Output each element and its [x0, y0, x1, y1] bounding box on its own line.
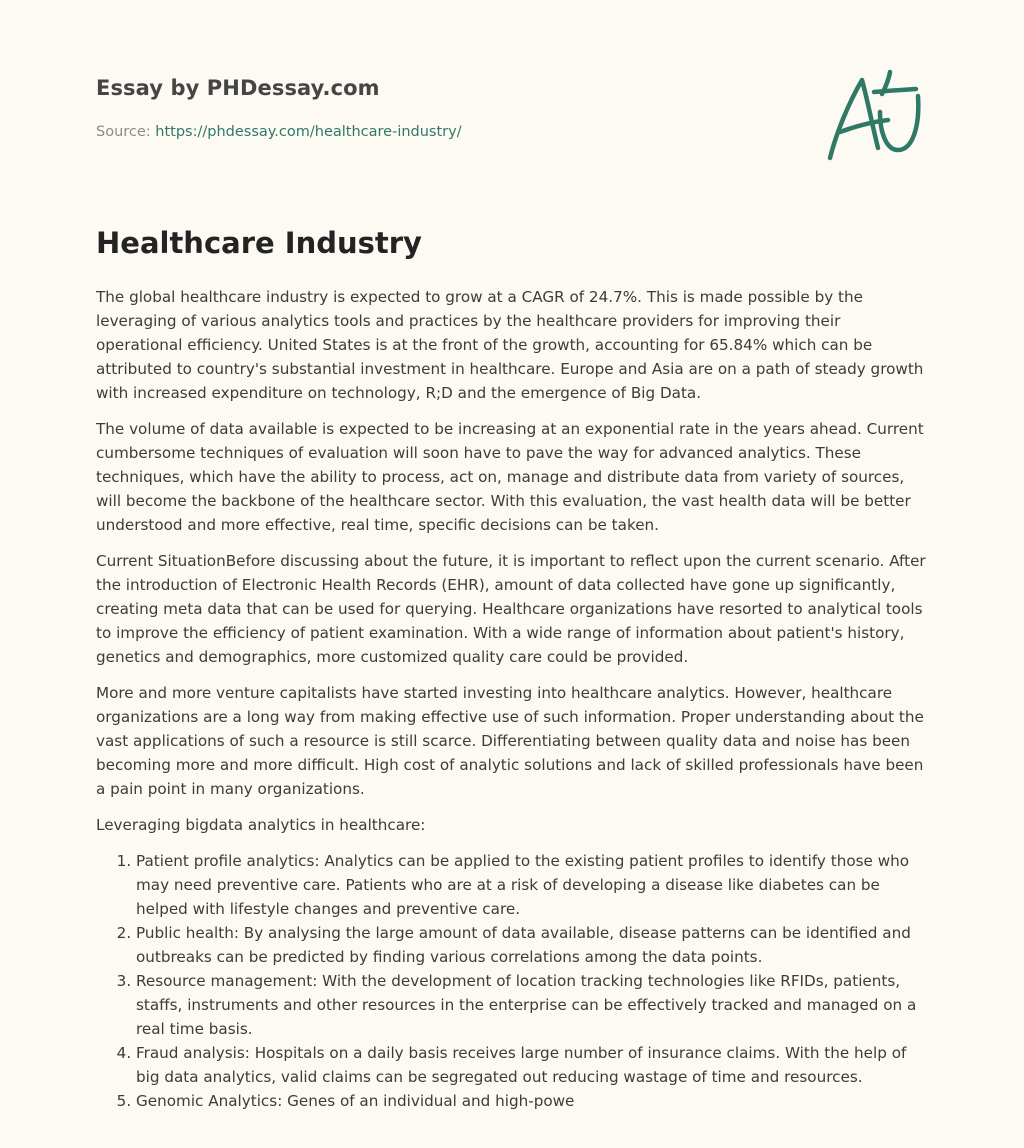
list-item: 2. Public health: By analysing the large amount of data available, disease patterns can be identified and outbreaks can be predicted by finding various correlations among the data points.	[136, 921, 928, 969]
paragraph: More and more venture capitalists have started investing into healthcare analytics. However, healthcare organizations are a long way from making effective use of such information. Proper understanding about the vast applications of such a resource is still scarce. Differentiating between quality data and noise has been becoming more and more difficult. High cost of analytic solutions and lack of skilled professionals have been a pain point in many organizations.	[96, 684, 924, 798]
list-intro: Leveraging bigdata analytics in healthcare:	[96, 816, 426, 834]
source-link[interactable]: https://phdessay.com/healthcare-industry/	[155, 124, 462, 140]
site-brand: Essay by PHDessay.com	[96, 76, 380, 100]
list-item: 4. Fraud analysis: Hospitals on a daily basis receives large number of insurance claims. With the help of big data analytics, valid claims can be segregated out reducing wastage of time and resources.	[136, 1041, 928, 1089]
paragraph: The global healthcare industry is expected to grow at a CAGR of 24.7%. This is made possible by the leveraging of various analytics tools and practices by the healthcare providers for improving their operational efficiency. United States is at the front of the growth, accounting for 65.84% which can be attributed to country's substantial investment in healthcare. Europe and Asia are on a path of steady growth with increased expenditure on technology, R;D and the emergence of Big Data.	[96, 288, 924, 402]
numbered-list	[96, 849, 928, 1113]
source-line	[96, 124, 462, 140]
essay-title: Healthcare Industry	[96, 226, 422, 260]
list-item: 5. Genomic Analytics: Genes of an individual and high-powe	[136, 1089, 928, 1113]
paragraph: The volume of data available is expected to be increasing at an exponential rate in the years ahead. Current cumbersome techniques of evaluation will soon have to pave the way for advanced analytics. These techniques, which have the ability to process, act on, manage and distribute data from variety of sources, will become the backbone of the healthcare sector. With this evaluation, the vast health data will be better understood and more effective, real time, specific decisions can be taken.	[96, 420, 924, 534]
source-label: Source:	[96, 124, 156, 140]
a-plus-grade-icon	[822, 66, 930, 166]
essay-body	[96, 285, 928, 1113]
paragraph: Current SituationBefore discussing about the future, it is important to reflect upon the current scenario. After the introduction of Electronic Health Records (EHR), amount of data collected have gone up significantly, creating meta data that can be used for querying. Healthcare organizations have resorted to analytical tools to improve the efficiency of patient examination. With a wide range of information about patient's history, genetics and demographics, more customized quality care could be provided.	[96, 552, 926, 666]
list-item: 1. Patient profile analytics: Analytics can be applied to the existing patient profiles to identify those who may need preventive care. Patients who are at a risk of developing a disease like diabetes can be helped with lifestyle changes and preventive care.	[136, 849, 928, 921]
list-item: 3. Resource management: With the development of location tracking technologies like RFIDs, patients, staffs, instruments and other resources in the enterprise can be effectively tracked and managed on a real time basis.	[136, 969, 928, 1041]
